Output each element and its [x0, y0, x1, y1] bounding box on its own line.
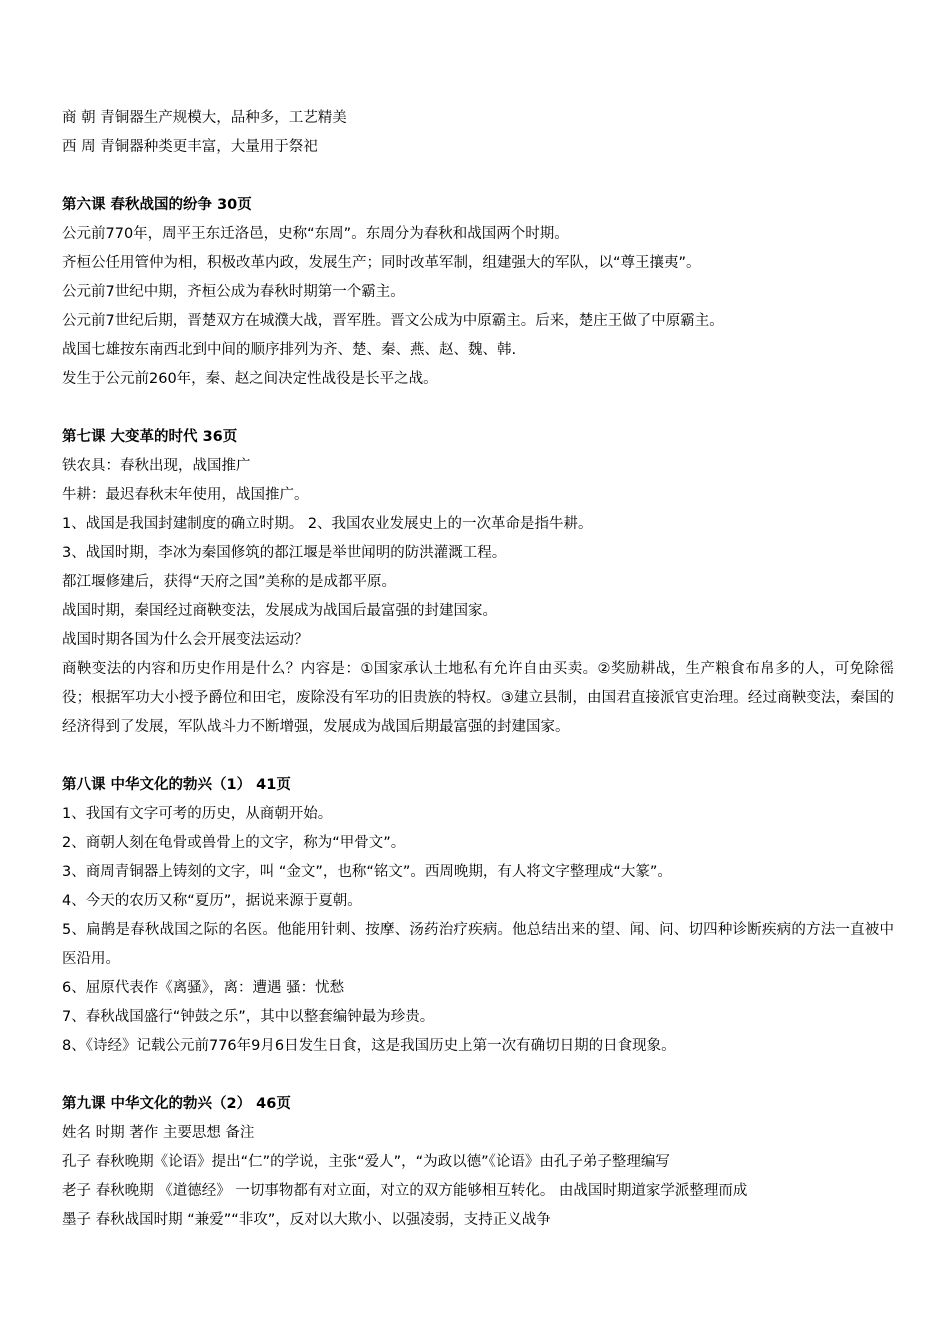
intro-line: 商 朝 青铜器生产规模大，品种多，工艺精美 — [62, 110, 347, 126]
lesson8-paragraph: 5、扁鹊是春秋战国之际的名医。他能用针刺、按摩、汤药治疗疾病。他总结出来的望、闻、问、切四种诊断疾病的方法一直被中医沿用。 — [62, 922, 894, 967]
lesson8-heading: 第八课 中华文化的勃兴（1） 41页 — [62, 777, 291, 793]
lesson9-line: 墨子 春秋战国时期 “兼爱”“非攻”，反对以大欺小、以强凌弱，支持正义战争 — [62, 1212, 551, 1228]
lesson7-line: 3、战国时期，李冰为秦国修筑的都江堰是举世闻明的防洪灌溉工程。 — [62, 545, 507, 561]
lesson9-line: 老子 春秋晚期 《道德经》 一切事物都有对立面，对立的双方能够相互转化。 由战国时期道家学派整理而成 — [62, 1183, 748, 1199]
lesson8-line: 6、屈原代表作《离骚》，离：遭遇 骚：忧愁 — [62, 980, 345, 996]
lesson8-line: 1、我国有文字可考的历史，从商朝开始。 — [62, 806, 333, 822]
section-spacer — [62, 162, 894, 191]
lesson8-line: 3、商周青铜器上铸刻的文字，叫 “金文”，也称“铭文”。西周晚期，有人将文字整理成“大篆”。 — [62, 864, 672, 880]
section-spacer — [62, 394, 894, 423]
section-spacer — [62, 742, 894, 771]
lesson8-line: 7、春秋战国盛行“钟鼓之乐”，其中以整套编钟最为珍贵。 — [62, 1009, 435, 1025]
lesson7-heading: 第七课 大变革的时代 36页 — [62, 429, 238, 445]
lesson8-line: 2、商朝人刻在龟骨或兽骨上的文字，称为“甲骨文”。 — [62, 835, 406, 851]
lesson8-line: 4、今天的农历又称“夏历”，据说来源于夏朝。 — [62, 893, 362, 909]
lesson7-paragraph: 商鞅变法的内容和历史作用是什么？内容是：①国家承认土地私有允许自由买卖。②奖励耕战，生产粮食布帛多的人，可免除徭役；根据军功大小授予爵位和田宅，废除没有军功的旧贵族的特权。③建立县制，由国君直接派官吏治理。经过商鞅变法，秦国的经济得到了发展，军队战斗力不断增强，发展成为战国后期最富强的封建国家。 — [62, 661, 894, 735]
lesson7-line: 1、战国是我国封建制度的确立时期。 2、我国农业发展史上的一次革命是指牛耕。 — [62, 516, 593, 532]
lesson6-line: 公元前770年，周平王东迁洛邑，史称“东周”。东周分为春秋和战国两个时期。 — [62, 226, 569, 242]
lesson6-line: 战国七雄按东南西北到中间的顺序排列为齐、楚、秦、燕、赵、魏、韩. — [62, 342, 517, 358]
lesson6-line: 公元前7世纪后期，晋楚双方在城濮大战，晋军胜。晋文公成为中原霸主。后来，楚庄王做了中原霸主。 — [62, 313, 724, 329]
lesson7-line: 都江堰修建后，获得“天府之国”美称的是成都平原。 — [62, 574, 397, 590]
lesson7-line: 牛耕：最迟春秋末年使用，战国推广。 — [62, 487, 309, 503]
lesson6-heading: 第六课 春秋战国的纷争 30页 — [62, 197, 252, 213]
intro-line: 西 周 青铜器种类更丰富，大量用于祭祀 — [62, 139, 318, 155]
lesson7-line: 铁农具：春秋出现，战国推广 — [62, 458, 251, 474]
lesson6-line: 齐桓公任用管仲为相，积极改革内政，发展生产；同时改革军制，组建强大的军队，以“尊王攘夷”。 — [62, 255, 701, 271]
lesson9-table-header: 姓名 时期 著作 主要思想 备注 — [62, 1125, 255, 1141]
lesson6-line: 发生于公元前260年，秦、赵之间决定性战役是长平之战。 — [62, 371, 438, 387]
lesson9-line: 孔子 春秋晚期《论语》提出“仁”的学说，主张“爱人”，“为政以德”《论语》由孔子弟子整理编写 — [62, 1154, 670, 1170]
document-page — [62, 104, 894, 1235]
lesson9-heading: 第九课 中华文化的勃兴（2） 46页 — [62, 1096, 291, 1112]
lesson7-line: 战国时期各国为什么会开展变法运动？ — [62, 632, 309, 648]
lesson6-line: 公元前7世纪中期，齐桓公成为春秋时期第一个霸主。 — [62, 284, 405, 300]
lesson7-line: 战国时期，秦国经过商鞅变法，发展成为战国后最富强的封建国家。 — [62, 603, 497, 619]
section-spacer — [62, 1061, 894, 1090]
lesson8-line: 8、《诗经》记载公元前776年9月6日发生日食，这是我国历史上第一次有确切日期的日食现象。 — [62, 1038, 676, 1054]
